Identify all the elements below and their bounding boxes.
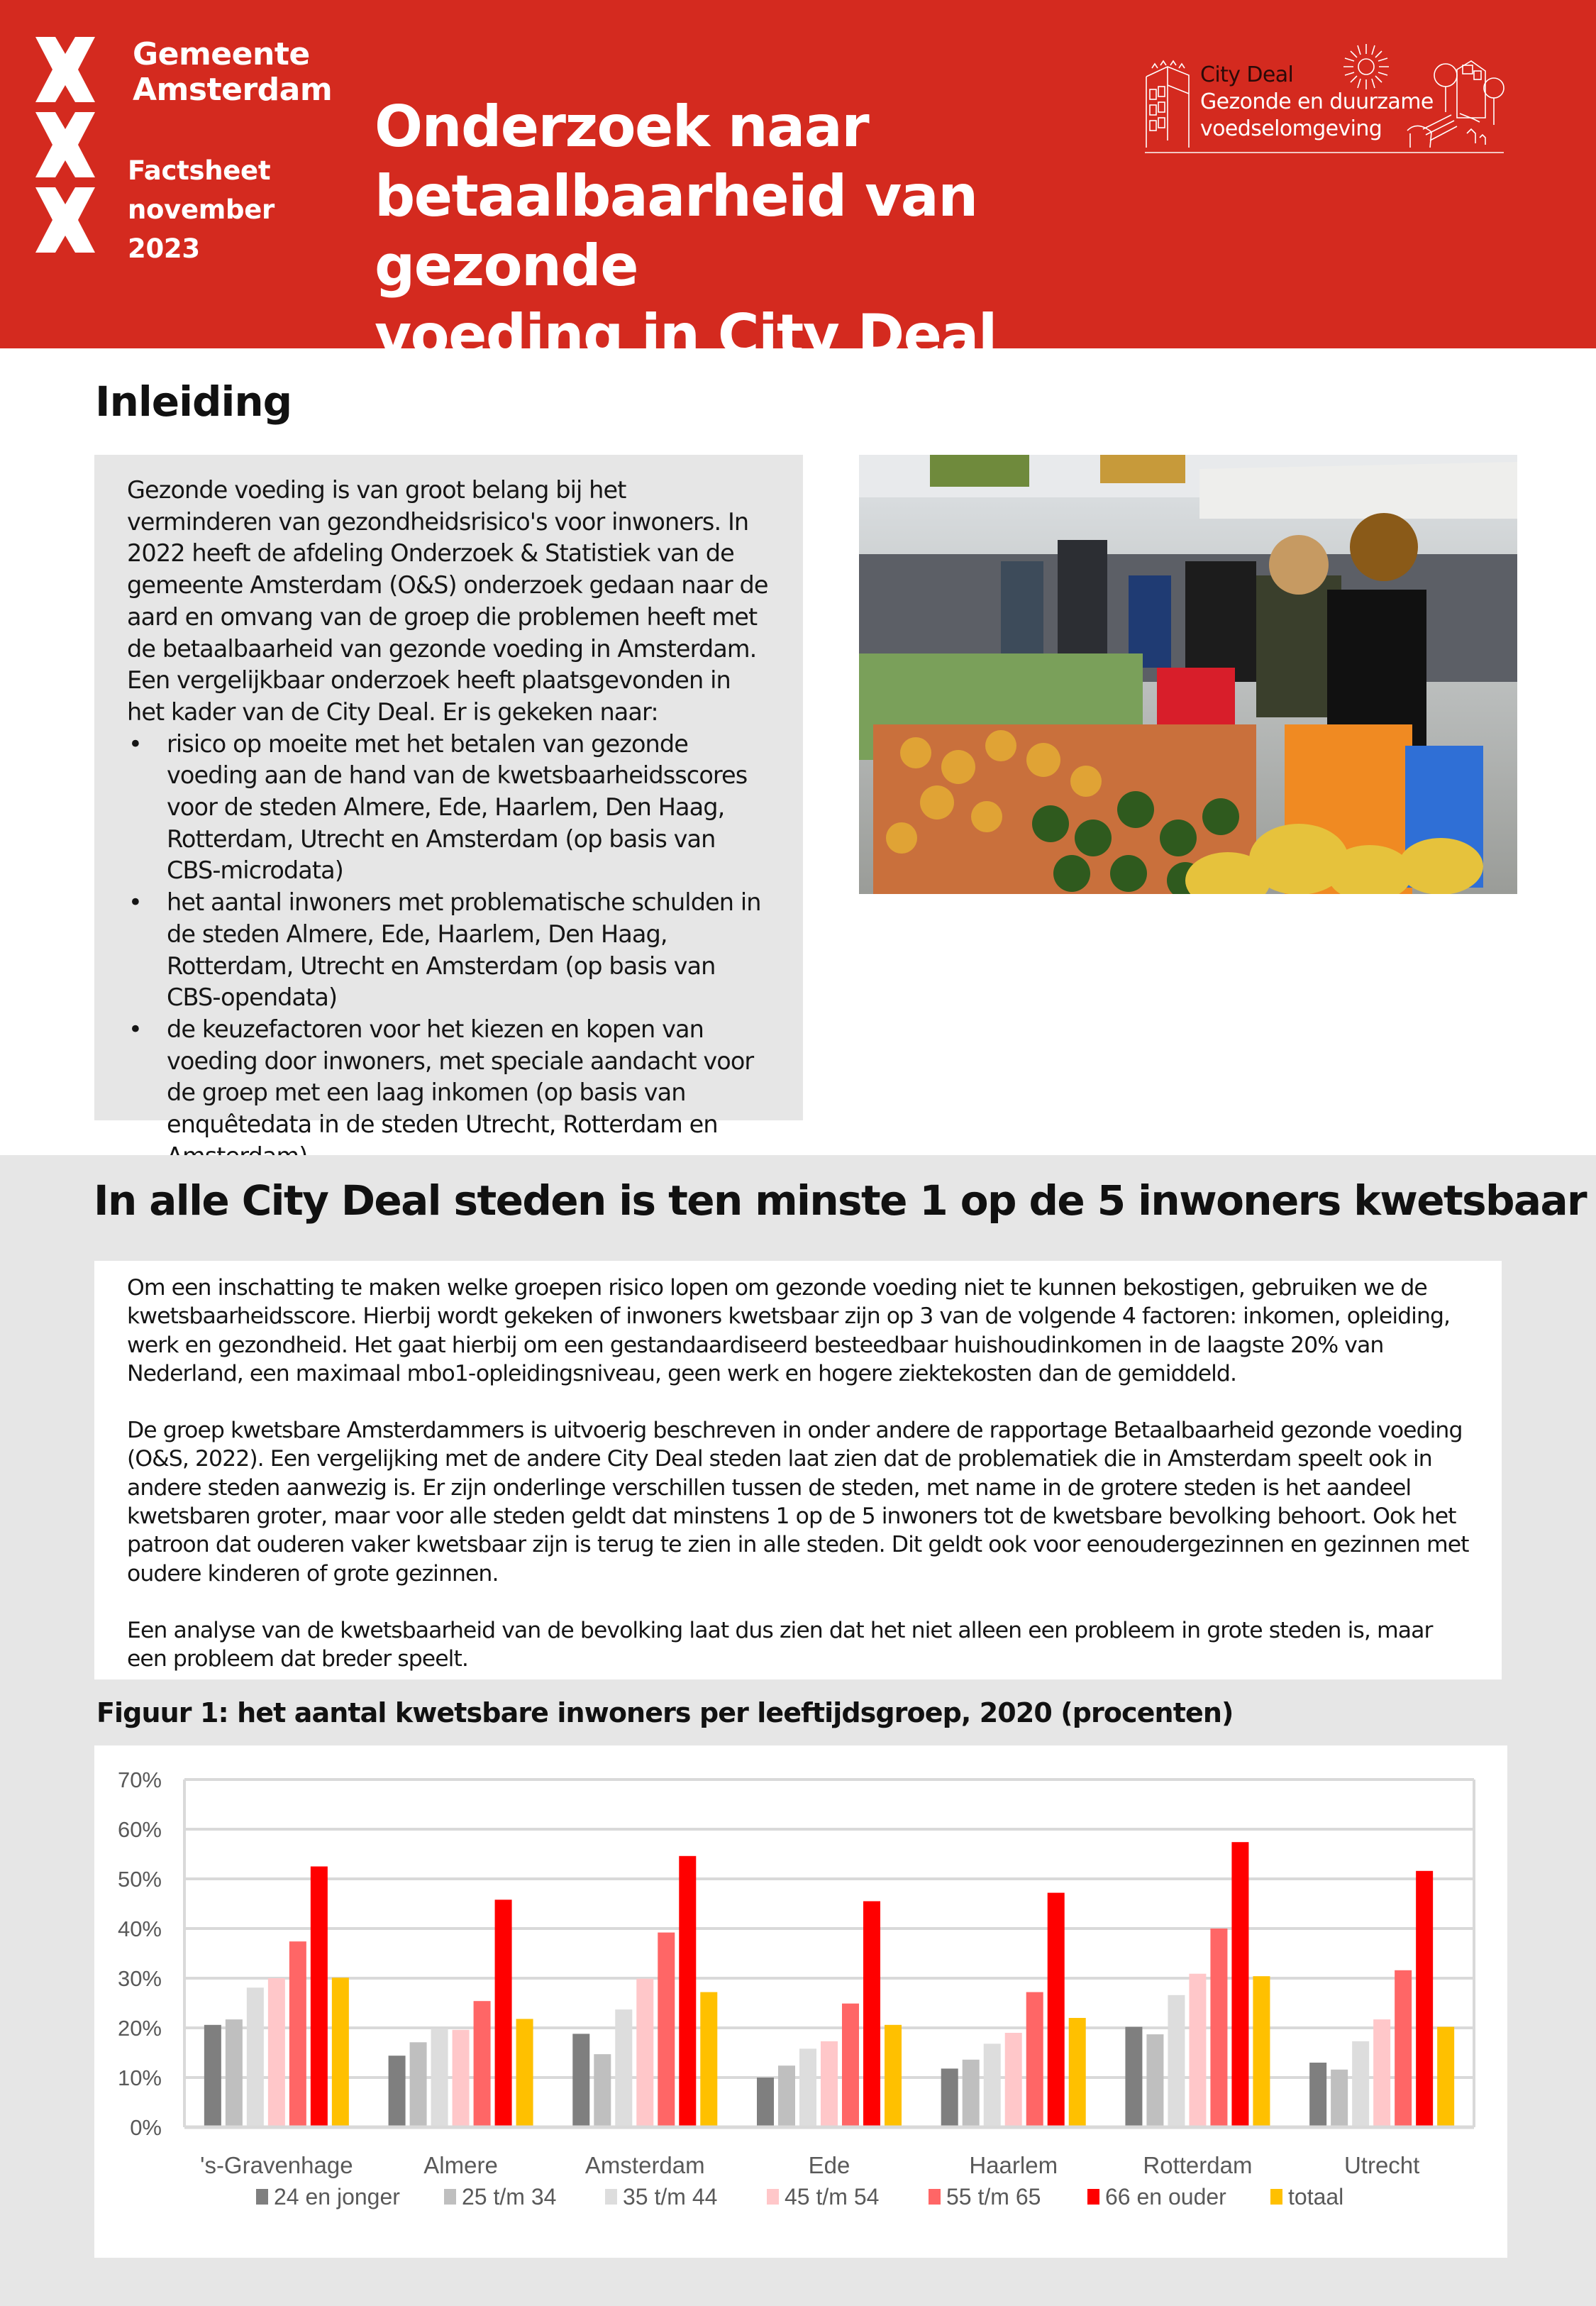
y-tick-label: 70%: [117, 1767, 162, 1792]
legend-label: 24 en jonger: [274, 2184, 400, 2210]
bar-totaal: [1253, 1976, 1270, 2127]
bar-45-t-m-54: [268, 1978, 285, 2127]
legend-label: 35 t/m 44: [623, 2184, 718, 2210]
figure-title: Figuur 1: het aantal kwetsbare inwoners per leeftijdsgroep, 2020 (procenten): [96, 1697, 1234, 1728]
legend-swatch: [767, 2189, 779, 2205]
bar-45-t-m-54: [1373, 2019, 1390, 2127]
andreas-cross-icon: [31, 37, 99, 102]
bar-35-t-m-44: [431, 2029, 448, 2127]
legend-swatch: [444, 2189, 456, 2205]
intro-bullet: • de keuzefactoren voor het kiezen en kopen van voeding door inwoners, met speciale aandacht voor de groep met een laag inkomen (op basis van enquêtedata in de steden Utrecht, Rotterdam en: [127, 1014, 770, 1173]
bar-55-t-m-65: [1026, 1992, 1043, 2127]
x-tick-label: Haarlem: [969, 2152, 1058, 2178]
legend-label: 45 t/m 54: [785, 2184, 880, 2210]
y-tick-label: 60%: [117, 1817, 162, 1842]
bar-35-t-m-44: [799, 2048, 816, 2127]
intro-heading: Inleiding: [95, 377, 292, 426]
bar-24-en-jonger: [389, 2056, 406, 2127]
y-tick-label: 0%: [130, 2115, 162, 2140]
bar-35-t-m-44: [1168, 1995, 1185, 2127]
bar-55-t-m-65: [474, 2001, 491, 2127]
bar-45-t-m-54: [821, 2041, 838, 2127]
city-deal-logo-line-2: Gezonde en duurzame: [1200, 89, 1434, 114]
org-line-2: Amsterdam: [133, 72, 333, 108]
bar-totaal: [1437, 2027, 1454, 2127]
city-deal-logo: [1139, 34, 1508, 153]
bar-55-t-m-65: [1395, 1970, 1412, 2127]
x-tick-label: Amsterdam: [584, 2152, 705, 2178]
y-tick-label: 50%: [117, 1867, 162, 1892]
y-tick-label: 30%: [117, 1966, 162, 1991]
intro-paragraph: Gezonde voeding is van groot belang bij het verminderen van gezondheidsrisico's voor inwoners. In 2022 heeft de afdeling Onderzoek & Statistiek van de gemeente Amsterdam (O&S) onderzoek gedaan naar de aard en omvang van de groep die problemen heeft met de betaalbaarheid van gezonde voeding in Amsterdam. Een vergelijkbaar onderzoek heeft plaatsgevonden in het kader van de City Deal. Er is gekeken naar:: [127, 476, 768, 726]
title-line: Onderzoek naar: [375, 94, 869, 160]
andreas-cross-icon: [31, 112, 99, 177]
legend-label: 55 t/m 65: [946, 2184, 1041, 2210]
andreas-cross-icon: [31, 187, 99, 253]
bar-24-en-jonger: [941, 2068, 958, 2127]
bar-66-en-ouder: [1048, 1893, 1065, 2127]
intro-bullet: • risico op moeite met het betalen van gezonde voeding aan de hand van de kwetsbaarheidsscores voor de steden Almere, Ede, Haarlem, Den Haag, Rotterdam, Utrecht en Amsterdam (op basis van CBS-microdata): [127, 729, 770, 888]
bar-66-en-ouder: [863, 1902, 880, 2128]
market-photo: [859, 455, 1517, 894]
bar-25-t-m-34: [594, 2054, 611, 2127]
intro-text-box: [94, 455, 803, 1139]
title-line: voeding in City Deal steden: [375, 302, 997, 438]
legend-swatch: [1270, 2189, 1282, 2205]
bar-55-t-m-65: [842, 2004, 859, 2127]
bar-45-t-m-54: [453, 2030, 470, 2127]
organisation-name: [133, 37, 332, 108]
bar-25-t-m-34: [410, 2042, 427, 2127]
logo-underline: [1145, 152, 1504, 153]
x-tick-label: 's-Gravenhage: [200, 2152, 353, 2178]
bar-55-t-m-65: [658, 1933, 675, 2127]
bar-totaal: [885, 2025, 902, 2127]
bar-25-t-m-34: [778, 2065, 795, 2127]
bar-45-t-m-54: [636, 1979, 653, 2127]
bar-chart: [94, 1745, 1507, 2258]
y-tick-label: 10%: [117, 2065, 162, 2090]
bar-25-t-m-34: [1146, 2034, 1163, 2127]
bar-24-en-jonger: [204, 2025, 221, 2127]
bar-66-en-ouder: [311, 1867, 328, 2128]
amsterdam-xxx-logo: [31, 37, 102, 263]
section-text-box: [94, 1261, 1502, 1679]
bar-25-t-m-34: [963, 2060, 980, 2127]
bar-24-en-jonger: [1309, 2063, 1326, 2127]
legend-swatch: [929, 2189, 941, 2205]
legend-label: totaal: [1288, 2184, 1344, 2210]
intro-bullet: • het aantal inwoners met problematische schulden in de steden Almere, Ede, Haarlem, Den Haag, Rotterdam, Utrecht en Amsterdam (op basis van CBS-opendata): [127, 887, 770, 1014]
bar-35-t-m-44: [247, 1987, 264, 2127]
bar-55-t-m-65: [289, 1941, 306, 2127]
city-deal-logo-line-3: voedselomgeving: [1200, 116, 1382, 141]
legend-swatch: [605, 2189, 617, 2205]
chart-canvas: [94, 1745, 1507, 2258]
bar-25-t-m-34: [1331, 2070, 1348, 2127]
org-line-1: Gemeente: [133, 36, 310, 72]
doc-type: Factsheet: [128, 155, 271, 186]
bar-66-en-ouder: [1416, 1871, 1433, 2127]
section-paragraph: De groep kwetsbare Amsterdammers is uitvoerig beschreven in onder andere de rapportage Betaalbaarheid gezonde voeding (O&S, 2022). Een vergelijking met de andere City Deal steden laat zien dat de problematiek die in Amsterdam speelt ook in andere steden aanwezig is. Er zijn onderlinge verschillen tussen de steden, met name in de grotere steden is het aandeel kwetsbaren groter, maar voor alle steden geldt dat minstens 1 op de 5 inwoners tot de kwetsbare bevolking behoort. Ook het patroon dat ouderen vaker kwetsbaar zijn is terug te zien in alle steden. Dit geldt ook voor eenoudergezinnen en gezinnen met oudere kinderen of grote gezinnen.: [127, 1418, 1469, 1587]
x-tick-label: Almere: [423, 2152, 498, 2178]
bar-66-en-ouder: [1231, 1842, 1248, 2127]
bar-45-t-m-54: [1189, 1974, 1206, 2127]
doc-month: november: [128, 194, 275, 225]
legend-label: 25 t/m 34: [462, 2184, 557, 2210]
bar-totaal: [332, 1977, 349, 2127]
section-paragraph: Een analyse van de kwetsbaarheid van de bevolking laat dus zien dat het niet alleen een probleem in grote steden is, maar een probleem dat breder speelt.: [127, 1617, 1433, 1672]
y-tick-label: 40%: [117, 1916, 162, 1941]
section-heading: In alle City Deal steden is ten minste 1 op de 5 inwoners kwetsbaar: [94, 1176, 1586, 1225]
bar-24-en-jonger: [757, 2078, 774, 2127]
bar-35-t-m-44: [984, 2043, 1001, 2127]
page-title: [375, 92, 1197, 440]
legend-label: 66 en ouder: [1105, 2184, 1226, 2210]
intro-bullet-list: [127, 729, 770, 1173]
legend-swatch: [256, 2189, 268, 2205]
x-tick-label: Utrecht: [1343, 2152, 1420, 2178]
section-paragraph: Om een inschatting te maken welke groepen risico lopen om gezonde voeding niet te kunnen bekostigen, gebruiken we de kwetsbaarheidsscore. Hierbij wordt gekeken of inwoners kwetsbaar zijn op 3 van de volgende 4 factoren: inkomen, opleiding, werk en gezondheid. Het gaat hierbij om een gestandaardiseerd besteedbaar huishoudinkomen in de laagste 20% van Nederland, een maximaal mbo1-opleidingsniveau, geen werk en hogere ziektekosten dan de gemiddeld.: [127, 1275, 1451, 1386]
legend-swatch: [1087, 2189, 1099, 2205]
bar-totaal: [700, 1992, 717, 2127]
city-deal-logo-line-1: City Deal: [1200, 62, 1294, 87]
bar-totaal: [1069, 2018, 1086, 2127]
x-tick-label: Rotterdam: [1143, 2152, 1253, 2178]
bar-55-t-m-65: [1210, 1929, 1227, 2127]
x-tick-label: Ede: [808, 2152, 850, 2178]
bar-66-en-ouder: [495, 1899, 512, 2127]
bar-35-t-m-44: [1352, 2041, 1369, 2127]
document-meta: [128, 151, 275, 268]
bar-45-t-m-54: [1005, 2033, 1022, 2127]
bar-35-t-m-44: [615, 2009, 632, 2127]
bar-24-en-jonger: [572, 2034, 589, 2127]
doc-year: 2023: [128, 233, 200, 264]
bar-25-t-m-34: [226, 2019, 243, 2127]
bar-24-en-jonger: [1125, 2027, 1142, 2127]
market-scene-image: [859, 455, 1517, 894]
y-tick-label: 20%: [117, 2016, 162, 2041]
title-line: betaalbaarheid van gezonde: [375, 163, 977, 299]
bar-totaal: [516, 2019, 533, 2127]
bar-66-en-ouder: [679, 1856, 696, 2127]
